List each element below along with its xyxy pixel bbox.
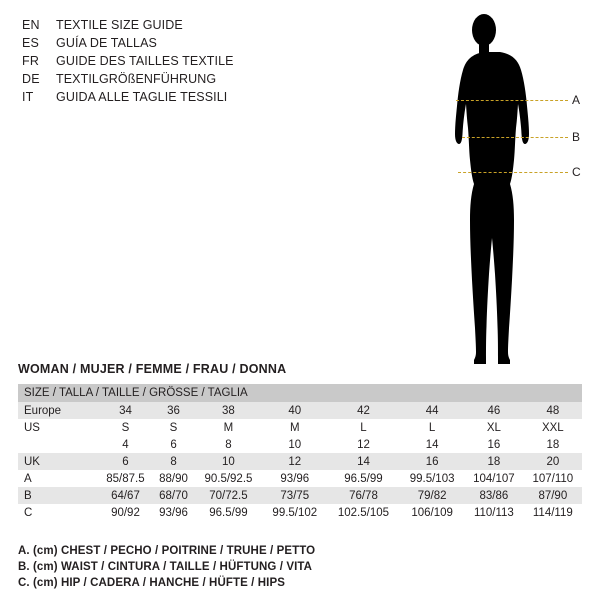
table-cell: 99.5/102 [263, 504, 327, 521]
language-row [22, 52, 322, 70]
female-silhouette-icon [400, 8, 590, 368]
table-row [18, 487, 582, 504]
measure-line-b [462, 137, 568, 138]
table-cell: 107/110 [524, 470, 582, 487]
table-cell: 79/82 [400, 487, 464, 504]
table-cell: 83/86 [464, 487, 524, 504]
table-cell: 34 [98, 402, 153, 419]
row-label [18, 436, 98, 453]
table-cell: 70/72.5 [194, 487, 263, 504]
language-title: GUÍA DE TALLAS [56, 36, 157, 50]
row-label: UK [18, 453, 98, 470]
table-cell: 18 [524, 436, 582, 453]
table-cell: 46 [464, 402, 524, 419]
table-cell: S [98, 419, 153, 436]
woman-section-heading: WOMAN / MUJER / FEMME / FRAU / DONNA [18, 362, 287, 376]
table-row [18, 453, 582, 470]
language-row [22, 70, 322, 88]
language-code: IT [22, 90, 34, 104]
measure-line-a [456, 100, 568, 101]
language-code: EN [22, 18, 40, 32]
table-cell: 102.5/105 [327, 504, 400, 521]
language-row [22, 88, 322, 106]
language-title: GUIDA ALLE TAGLIE TESSILI [56, 90, 228, 104]
row-label: C [18, 504, 98, 521]
row-label: US [18, 419, 98, 436]
table-cell: 38 [194, 402, 263, 419]
row-label: Europe [18, 402, 98, 419]
table-band-label: SIZE / TALLA / TAILLE / GRÖSSE / TAGLIA [18, 384, 582, 402]
row-label: B [18, 487, 98, 504]
language-code: ES [22, 36, 40, 50]
measure-label-b: B [572, 130, 581, 144]
table-cell: 14 [400, 436, 464, 453]
legend-row-a: A. (cm) CHEST / PECHO / POITRINE / TRUHE / PETTO [18, 545, 316, 557]
table-cell: 6 [98, 453, 153, 470]
language-row [22, 16, 322, 34]
table-cell: 87/90 [524, 487, 582, 504]
table-cell: 42 [327, 402, 400, 419]
language-row [22, 34, 322, 52]
table-cell: 106/109 [400, 504, 464, 521]
table-row [18, 470, 582, 487]
language-title: TEXTILGRÖßENFÜHRUNG [56, 72, 217, 86]
table-band-row [18, 384, 582, 402]
table-cell: 96.5/99 [327, 470, 400, 487]
table-cell: 110/113 [464, 504, 524, 521]
table-cell: 99.5/103 [400, 470, 464, 487]
legend-row-c: C. (cm) HIP / CADERA / HANCHE / HÜFTE / HIPS [18, 577, 286, 589]
table-cell: XL [464, 419, 524, 436]
table-cell: 85/87.5 [98, 470, 153, 487]
table-row [18, 504, 582, 521]
table-cell: 6 [153, 436, 194, 453]
table-cell: 114/119 [524, 504, 582, 521]
table-cell: 48 [524, 402, 582, 419]
table-cell: L [327, 419, 400, 436]
language-title: GUIDE DES TAILLES TEXTILE [56, 54, 234, 68]
table-cell: 40 [263, 402, 327, 419]
table-cell: 44 [400, 402, 464, 419]
table-cell: 64/67 [98, 487, 153, 504]
table-cell: 14 [327, 453, 400, 470]
table-cell: 12 [263, 453, 327, 470]
table-cell: 16 [400, 453, 464, 470]
table-cell: S [153, 419, 194, 436]
body-figure [400, 8, 590, 368]
table-cell: 90/92 [98, 504, 153, 521]
table-cell: 88/90 [153, 470, 194, 487]
measure-label-c: C [572, 165, 581, 179]
table-cell: 93/96 [153, 504, 194, 521]
table-cell: XXL [524, 419, 582, 436]
table-cell: 8 [153, 453, 194, 470]
table-cell: 104/107 [464, 470, 524, 487]
table-cell: 10 [263, 436, 327, 453]
table-cell: L [400, 419, 464, 436]
table-cell: 90.5/92.5 [194, 470, 263, 487]
table-cell: 73/75 [263, 487, 327, 504]
language-title: TEXTILE SIZE GUIDE [56, 18, 183, 32]
table-cell: 36 [153, 402, 194, 419]
legend-row-b: B. (cm) WAIST / CINTURA / TAILLE / HÜFTUNG / VITA [18, 561, 313, 573]
language-code: DE [22, 72, 40, 86]
table-cell: M [194, 419, 263, 436]
table-cell: 16 [464, 436, 524, 453]
measure-line-c [458, 172, 568, 173]
table-cell: 12 [327, 436, 400, 453]
row-label: A [18, 470, 98, 487]
table-cell: 4 [98, 436, 153, 453]
language-title-block [22, 16, 322, 106]
table-cell: M [263, 419, 327, 436]
measurement-legend [18, 543, 578, 591]
table-cell: 76/78 [327, 487, 400, 504]
table-cell: 10 [194, 453, 263, 470]
table-cell: 96.5/99 [194, 504, 263, 521]
table-cell: 93/96 [263, 470, 327, 487]
language-code: FR [22, 54, 40, 68]
table-cell: 20 [524, 453, 582, 470]
size-table [18, 384, 582, 521]
table-cell: 68/70 [153, 487, 194, 504]
measure-label-a: A [572, 93, 581, 107]
table-cell: 18 [464, 453, 524, 470]
table-row [18, 402, 582, 419]
table-row [18, 419, 582, 436]
table-cell: 8 [194, 436, 263, 453]
table-row [18, 436, 582, 453]
